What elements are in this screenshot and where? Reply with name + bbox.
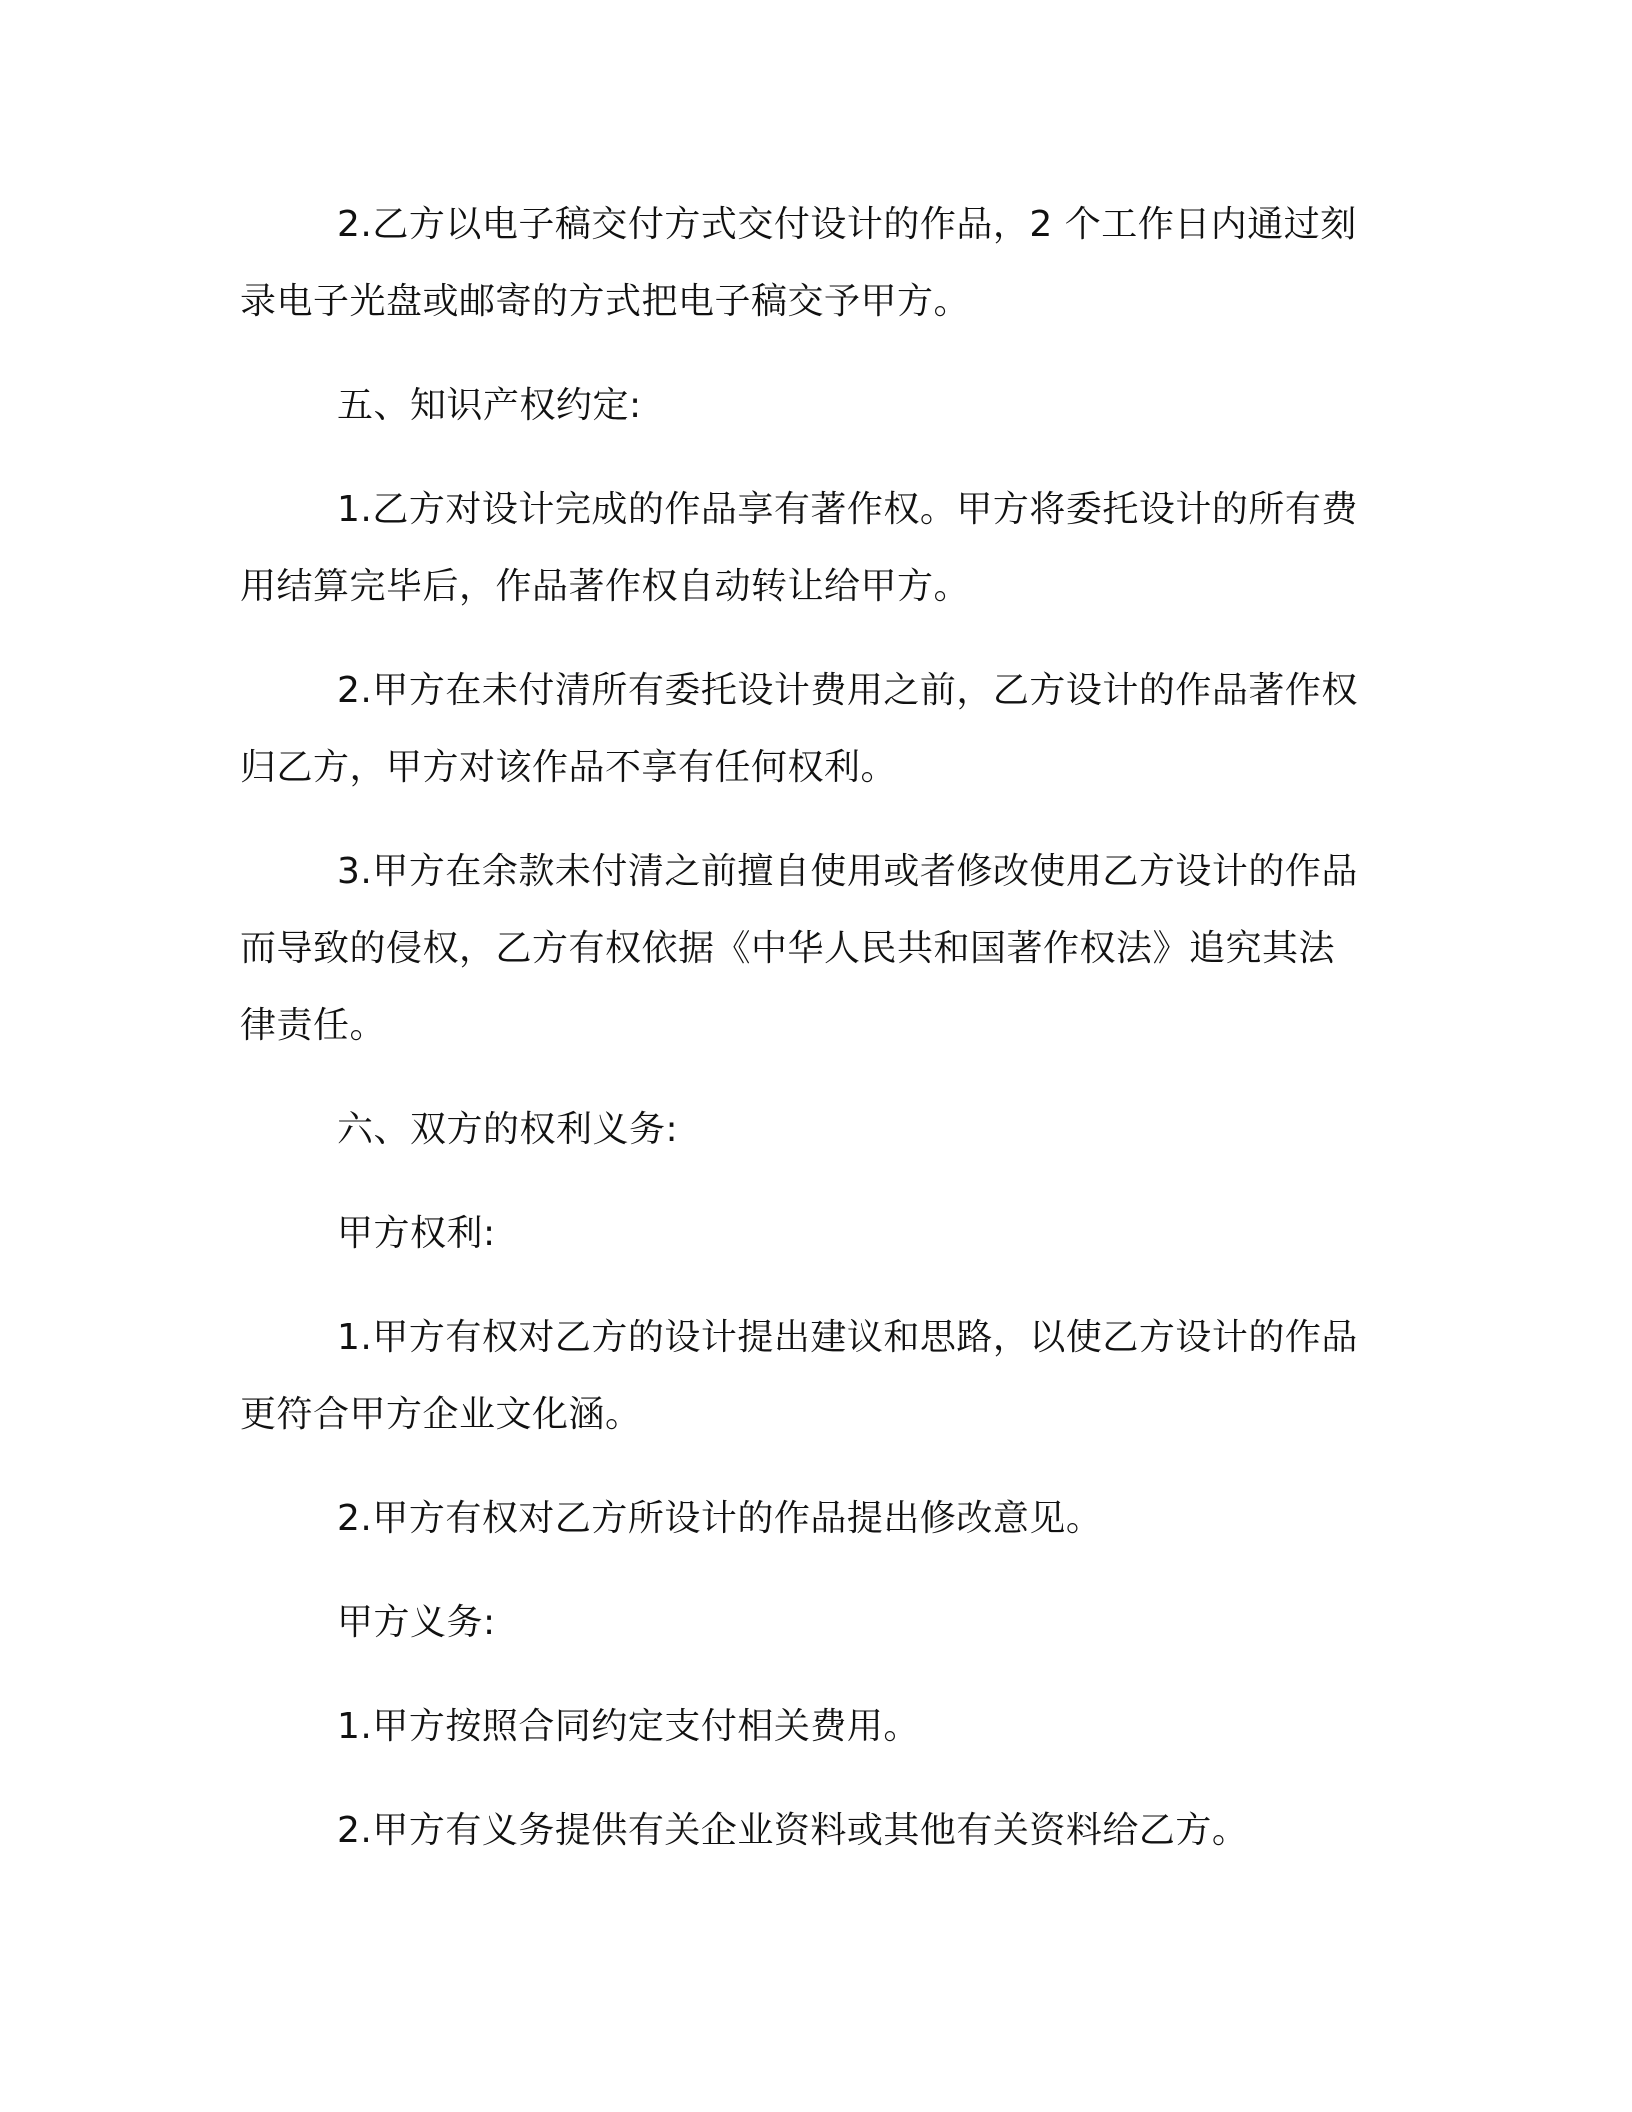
- subheading-party-a-rights: 甲方权利:: [337, 1213, 496, 1254]
- paragraph-ip-2: 2.甲方在未付清所有委托设计费用之前，乙方设计的作品著作权归乙方，甲方对该作品不享有任何权利。: [240, 670, 1358, 788]
- paragraph-delivery-method: 2.乙方以电子稿交付方式交付设计的作品，2 个工作日内通过刻录电子光盘或邮寄的方式把电子稿交予甲方。: [240, 204, 1357, 322]
- paragraph-party-a-obligation-1: 1.甲方按照合同约定支付相关费用。: [337, 1706, 920, 1747]
- paragraph-party-a-right-1: 1.甲方有权对乙方的设计提出建议和思路，以使乙方设计的作品更符合甲方企业文化涵。: [240, 1317, 1358, 1435]
- document-page: [240, 186, 1370, 1896]
- paragraph-party-a-obligation-2: 2.甲方有义务提供有关企业资料或其他有关资料给乙方。: [337, 1810, 1249, 1851]
- paragraph-ip-1: 1.乙方对设计完成的作品享有著作权。甲方将委托设计的所有费用结算完毕后，作品著作权自动转让给甲方。: [240, 489, 1358, 607]
- subheading-party-a-obligations: 甲方义务:: [337, 1602, 496, 1643]
- section-heading-rights-obligations: 六、双方的权利义务:: [337, 1109, 679, 1150]
- paragraph-party-a-right-2: 2.甲方有权对乙方所设计的作品提出修改意见。: [337, 1498, 1103, 1539]
- paragraph-ip-3: 3.甲方在余款未付清之前擅自使用或者修改使用乙方设计的作品而导致的侵权，乙方有权依据《中华人民共和国著作权法》追究其法律责任。: [240, 851, 1358, 1046]
- section-heading-ip: 五、知识产权约定:: [337, 385, 642, 426]
